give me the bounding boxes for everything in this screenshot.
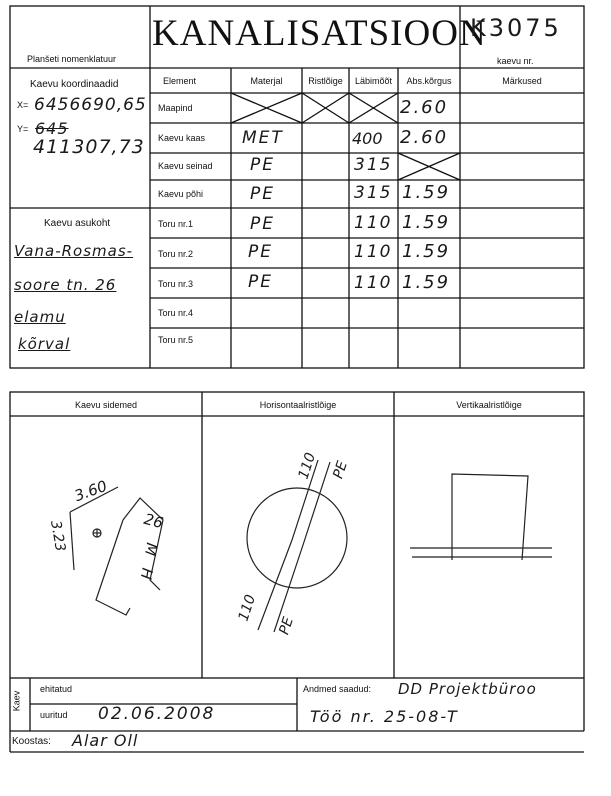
column-header-elevation: Abs.kõrgus [406,76,452,86]
y-coordinate-struck: 645 [35,119,69,138]
table-row-diameter: 110 [354,213,393,233]
tie-dim-left: 3.23 [47,519,69,553]
y-label: Y= [17,124,29,134]
well-number: K3075 [470,14,562,42]
table-row-element: Toru nr.4 [158,308,194,318]
table-row-elevation: 2.60 [400,127,449,148]
column-header-element: Element [162,76,197,86]
table-row-diameter: 110 [354,242,393,262]
location-line: Vana-Rosmas- [14,242,134,260]
vertical-section-label: Vertikaalristlõige [456,400,522,410]
tie-dim-right: 26 [141,509,166,533]
horizontal-section-label: Horisontaalristlõige [259,400,337,410]
table-row-diameter: 400 [352,129,383,148]
pipe-label-bottom: 110 [235,592,260,624]
table-row-elevation: 1.59 [402,212,451,233]
coords-label: Kaevu koordinaadid [30,79,119,90]
location-line: kõrval [18,335,71,353]
table-row-material: PE [250,184,275,204]
page-title: KANALISATSIOON [152,13,487,54]
location-line: soore tn. 26 [14,276,117,294]
table-row-element: Kaevu kaas [158,133,206,143]
table-row-material: PE [248,272,273,292]
table-row-material: MET [242,128,284,148]
table-row-elevation: 1.59 [402,241,451,262]
table-row-elevation: 2.60 [400,97,449,118]
table-row-element: Kaevu põhi [158,189,204,199]
compiled-label: Koostas: [12,736,51,747]
table-row-element: Maapind [158,103,193,113]
pipe-material-top: PE [330,459,351,481]
surveyed-date: 02.06.2008 [98,704,216,724]
table-row-diameter: 315 [354,183,393,203]
table-row-element: Toru nr.1 [158,219,194,229]
well-side-label: Kaev [11,690,22,712]
well-number-label: kaevu nr. [497,56,534,66]
table-row-elevation: 1.59 [402,182,451,203]
table-row-element: Toru nr.5 [158,335,194,345]
ties-sketch-label: Kaevu sidemed [74,400,138,410]
pipe-label-top: 110 [295,450,320,482]
plansheet-label: Planšeti nomenklatuur [27,54,117,64]
pipe-material-bottom: PE [276,615,297,637]
column-header-notes: Märkused [502,76,542,86]
location-label: Kaevu asukoht [44,218,111,229]
column-header-material: Materjal [250,76,283,86]
column-header-diameter: Läbimõõt [354,76,393,86]
column-header-section: Ristlõige [308,76,343,86]
source-line-2: Töö nr. 25-08-T [310,707,459,726]
surveyed-label: uuritud [40,710,68,720]
table-row-element: Toru nr.3 [158,279,194,289]
well-circle [247,488,347,588]
table-row-element: Kaevu seinad [158,161,213,171]
compiled-by: Alar Oll [72,731,139,750]
table-row-material: PE [250,214,275,234]
source-line-1: DD Projektbüroo [398,680,537,698]
source-label: Andmed saadud: [303,684,372,694]
table-row-diameter: 315 [354,155,393,175]
y-coordinate: 411307,73 [33,136,145,158]
tie-dim-top: 3.60 [71,476,110,506]
table-row-diameter: 110 [354,273,393,293]
x-coordinate: 6456690,65 [34,95,147,115]
tie-building-label: M H [136,541,161,585]
x-label: X= [17,100,29,110]
table-row-material: PE [248,242,273,262]
table-row-material: PE [250,155,275,175]
built-label: ehitatud [40,684,73,694]
table-row-elevation: 1.59 [402,272,451,293]
table-row-element: Toru nr.2 [158,249,194,259]
location-line: elamu [14,308,66,326]
